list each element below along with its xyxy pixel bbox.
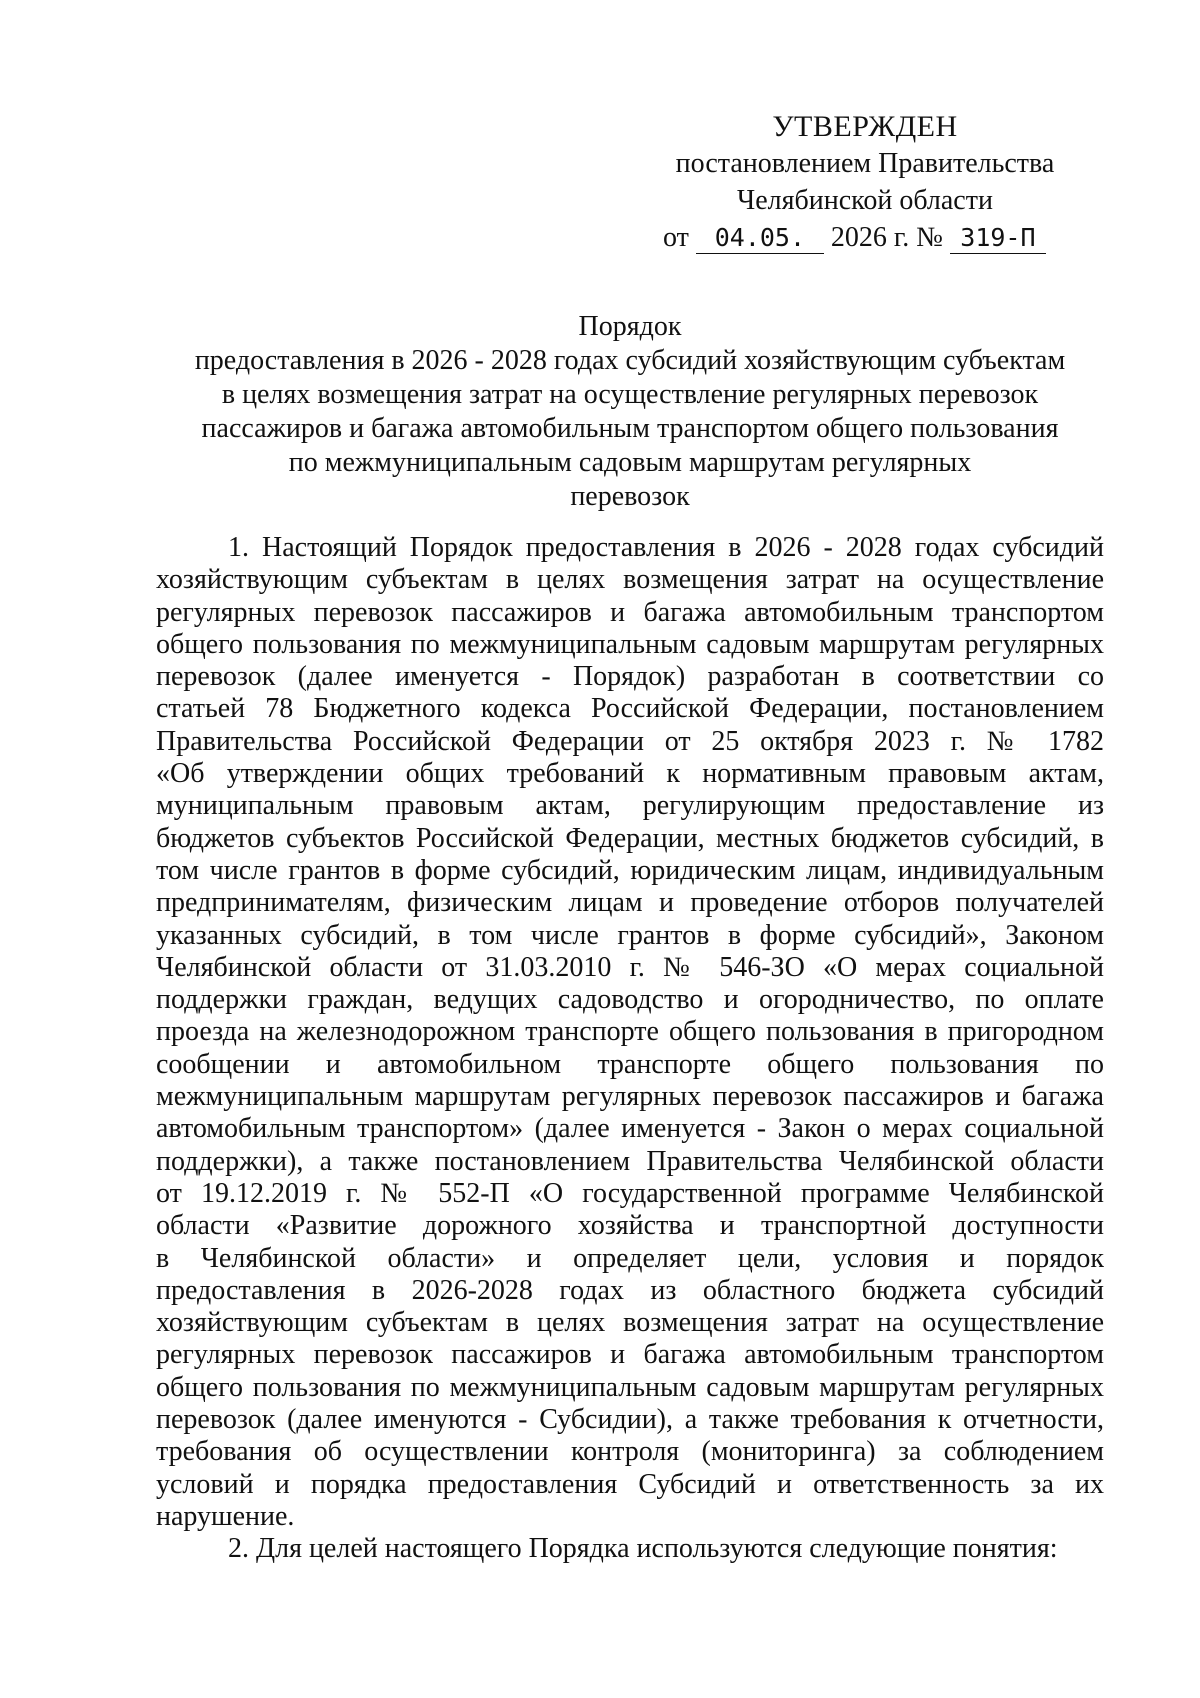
decree-number: 319-П [950,223,1046,254]
paragraph-line: межмуниципальным маршрутам регулярных перевозок пассажиров и багажа [156,1081,1104,1113]
title-heading: Порядок [578,311,682,342]
approval-stamp [655,108,1075,256]
document-title [140,310,1120,514]
paragraph-line: хозяйствующим субъектам в целях возмещения затрат на осуществление [156,1307,1104,1339]
from-label: от [663,222,689,253]
paragraph-line: автомобильным транспортом» (далее именуется - Закон о мерах социальной [156,1113,1104,1145]
approval-line-2: Челябинской области [737,185,993,216]
paragraph-line: предпринимателям, физическим лицам и проведение отборов получателей [156,887,1104,919]
paragraph-line: требования об осуществлении контроля (мониторинга) за соблюдением [156,1436,1104,1468]
paragraph-line: поддержки), а также постановлением Правительства Челябинской области [156,1145,1104,1177]
paragraph-line: Челябинской области от 31.03.2010 г. № 546-ЗО «О мерах социальной [156,951,1104,983]
paragraph-line: регулярных перевозок пассажиров и багажа автомобильным транспортом [156,596,1104,628]
paragraph-line: указанных субсидий, в том числе грантов в форме субсидий», Законом [156,919,1104,951]
paragraph-line: общего пользования по межмуниципальным садовым маршрутам регулярных [156,1371,1104,1403]
paragraph-line: статьей 78 Бюджетного кодекса Российской Федерации, постановлением [156,693,1104,725]
paragraph-line: от 19.12.2019 г. № 552-П «О государственной программе Челябинской [156,1177,1104,1209]
paragraph-line: поддержки граждан, ведущих садоводство и огородничество, по оплате [156,984,1104,1016]
paragraph-line: бюджетов субъектов Российской Федерации, местных бюджетов субсидий, в [156,822,1104,854]
year-label: 2026 г. № [830,222,943,253]
paragraph-line: проезда на железнодорожном транспорте общего пользования в пригородном [156,1016,1104,1048]
title-lines [140,344,1120,514]
paragraph-line: сообщении и автомобильном транспорте общего пользования по [156,1048,1104,1080]
paragraph-line: перевозок (далее именуются - Субсидии), а также требования к отчетности, [156,1404,1104,1436]
document-body [156,532,1104,1566]
paragraph-2: 2. Для целей настоящего Порядка используются следующие понятия: [228,1533,1058,1565]
paragraph-line: перевозок (далее именуется - Порядок) разработан в соответствии со [156,661,1104,693]
decree-date: 04.05. [696,223,824,254]
paragraph-line: муниципальным правовым актам, регулирующим предоставление из [156,790,1104,822]
title-line: предоставления в 2026 - 2028 годах субсидий хозяйствующим субъектам [194,345,1066,376]
paragraph-line: общего пользования по межмуниципальным садовым маршрутам регулярных [156,628,1104,660]
paragraph-line: условий и порядка предоставления Субсидий и ответственность за их [156,1468,1104,1500]
approval-date-line [655,219,1075,256]
approved-heading: УТВЕРЖДЕН [772,110,958,143]
paragraph-line: нарушение. [156,1500,295,1532]
paragraph-line: хозяйствующим субъектам в целях возмещения затрат на осуществление [156,564,1104,596]
paragraph-line: предоставления в 2026-2028 годах из областного бюджета субсидий [156,1274,1104,1306]
title-line: по межмуниципальным садовым маршрутам регулярных [288,447,972,478]
paragraph-line: в Челябинской области» и определяет цели, условия и порядок [156,1242,1104,1274]
paragraph-line: 1. Настоящий Порядок предоставления в 2026 - 2028 годах субсидий [228,532,1104,563]
paragraph-1 [156,532,1104,1533]
paragraph-line: области «Развитие дорожного хозяйства и транспортной доступности [156,1210,1104,1242]
paragraph-line: том числе грантов в форме субсидий, юридическим лицам, индивидуальным [156,854,1104,886]
paragraph-line: «Об утверждении общих требований к нормативным правовым актам, [156,758,1104,790]
paragraph-line: Правительства Российской Федерации от 25 октября 2023 г. № 1782 [156,725,1104,757]
title-line: перевозок [570,481,690,512]
paragraph-line: регулярных перевозок пассажиров и багажа автомобильным транспортом [156,1339,1104,1371]
title-line: в целях возмещения затрат на осуществление регулярных перевозок [221,379,1039,410]
title-line: пассажиров и багажа автомобильным транспортом общего пользования [201,413,1059,444]
approval-line-1: постановлением Правительства [675,148,1055,179]
